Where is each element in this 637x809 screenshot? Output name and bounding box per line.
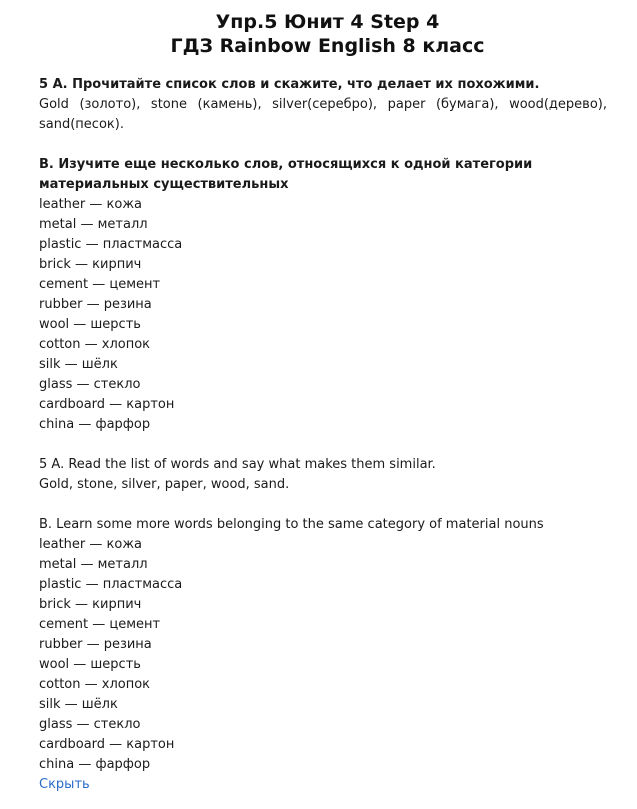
ru-task-b-heading: B. Изучите еще несколько слов, относящихся к одной категории материальных существительных [39,157,533,192]
list-item: china — фарфор [39,417,151,432]
en-task-b-heading: B. Learn some more words belonging to the same category of material nouns [39,517,544,532]
list-item: silk — шёлк [39,357,118,372]
list-item: metal — металл [39,217,148,232]
spacer [39,495,607,515]
list-item: plastic — пластмасса [39,237,183,252]
spacer [39,135,607,155]
list-item: china — фарфор [39,757,151,772]
list-item: cement — цемент [39,617,161,632]
spacer [39,435,607,455]
list-item: wool — шерсть [39,657,141,672]
list-item: glass — стекло [39,377,141,392]
hide-link[interactable]: Скрыть [39,777,90,792]
en-task-a-answer: Gold, stone, silver, paper, wood, sand. [39,477,290,492]
list-item: cotton — хлопок [39,677,151,692]
ru-task-a-heading: 5 А. Прочитайте список слов и скажите, что делает их похожими. [39,77,540,92]
list-item: leather — кожа [39,537,143,552]
title-line-2: ГДЗ Rainbow English 8 класс [170,35,485,57]
en-word-list [39,535,607,775]
list-item: brick — кирпич [39,597,142,612]
list-item: rubber — резина [39,297,152,312]
title-line-1: Упр.5 Юнит 4 Step 4 [215,11,440,33]
list-item: plastic — пластмасса [39,577,183,592]
list-item: cardboard — картон [39,737,175,752]
list-item: leather — кожа [39,197,143,212]
list-item: cardboard — картон [39,397,175,412]
list-item: brick — кирпич [39,257,142,272]
list-item: metal — металл [39,557,148,572]
ru-task-a-answer: Gold (золото), stone (камень), silver(серебро), paper (бумага), wood(дерево), sand(песок). [39,97,607,132]
list-item: cotton — хлопок [39,337,151,352]
page-title [39,0,616,58]
list-item: silk — шёлк [39,697,118,712]
ru-word-list [39,195,607,435]
en-task-a-heading: 5 A. Read the list of words and say what makes them similar. [39,457,436,472]
list-item: wool — шерсть [39,317,141,332]
list-item: cement — цемент [39,277,161,292]
list-item: glass — стекло [39,717,141,732]
list-item: rubber — резина [39,637,152,652]
answer-content [39,75,607,795]
